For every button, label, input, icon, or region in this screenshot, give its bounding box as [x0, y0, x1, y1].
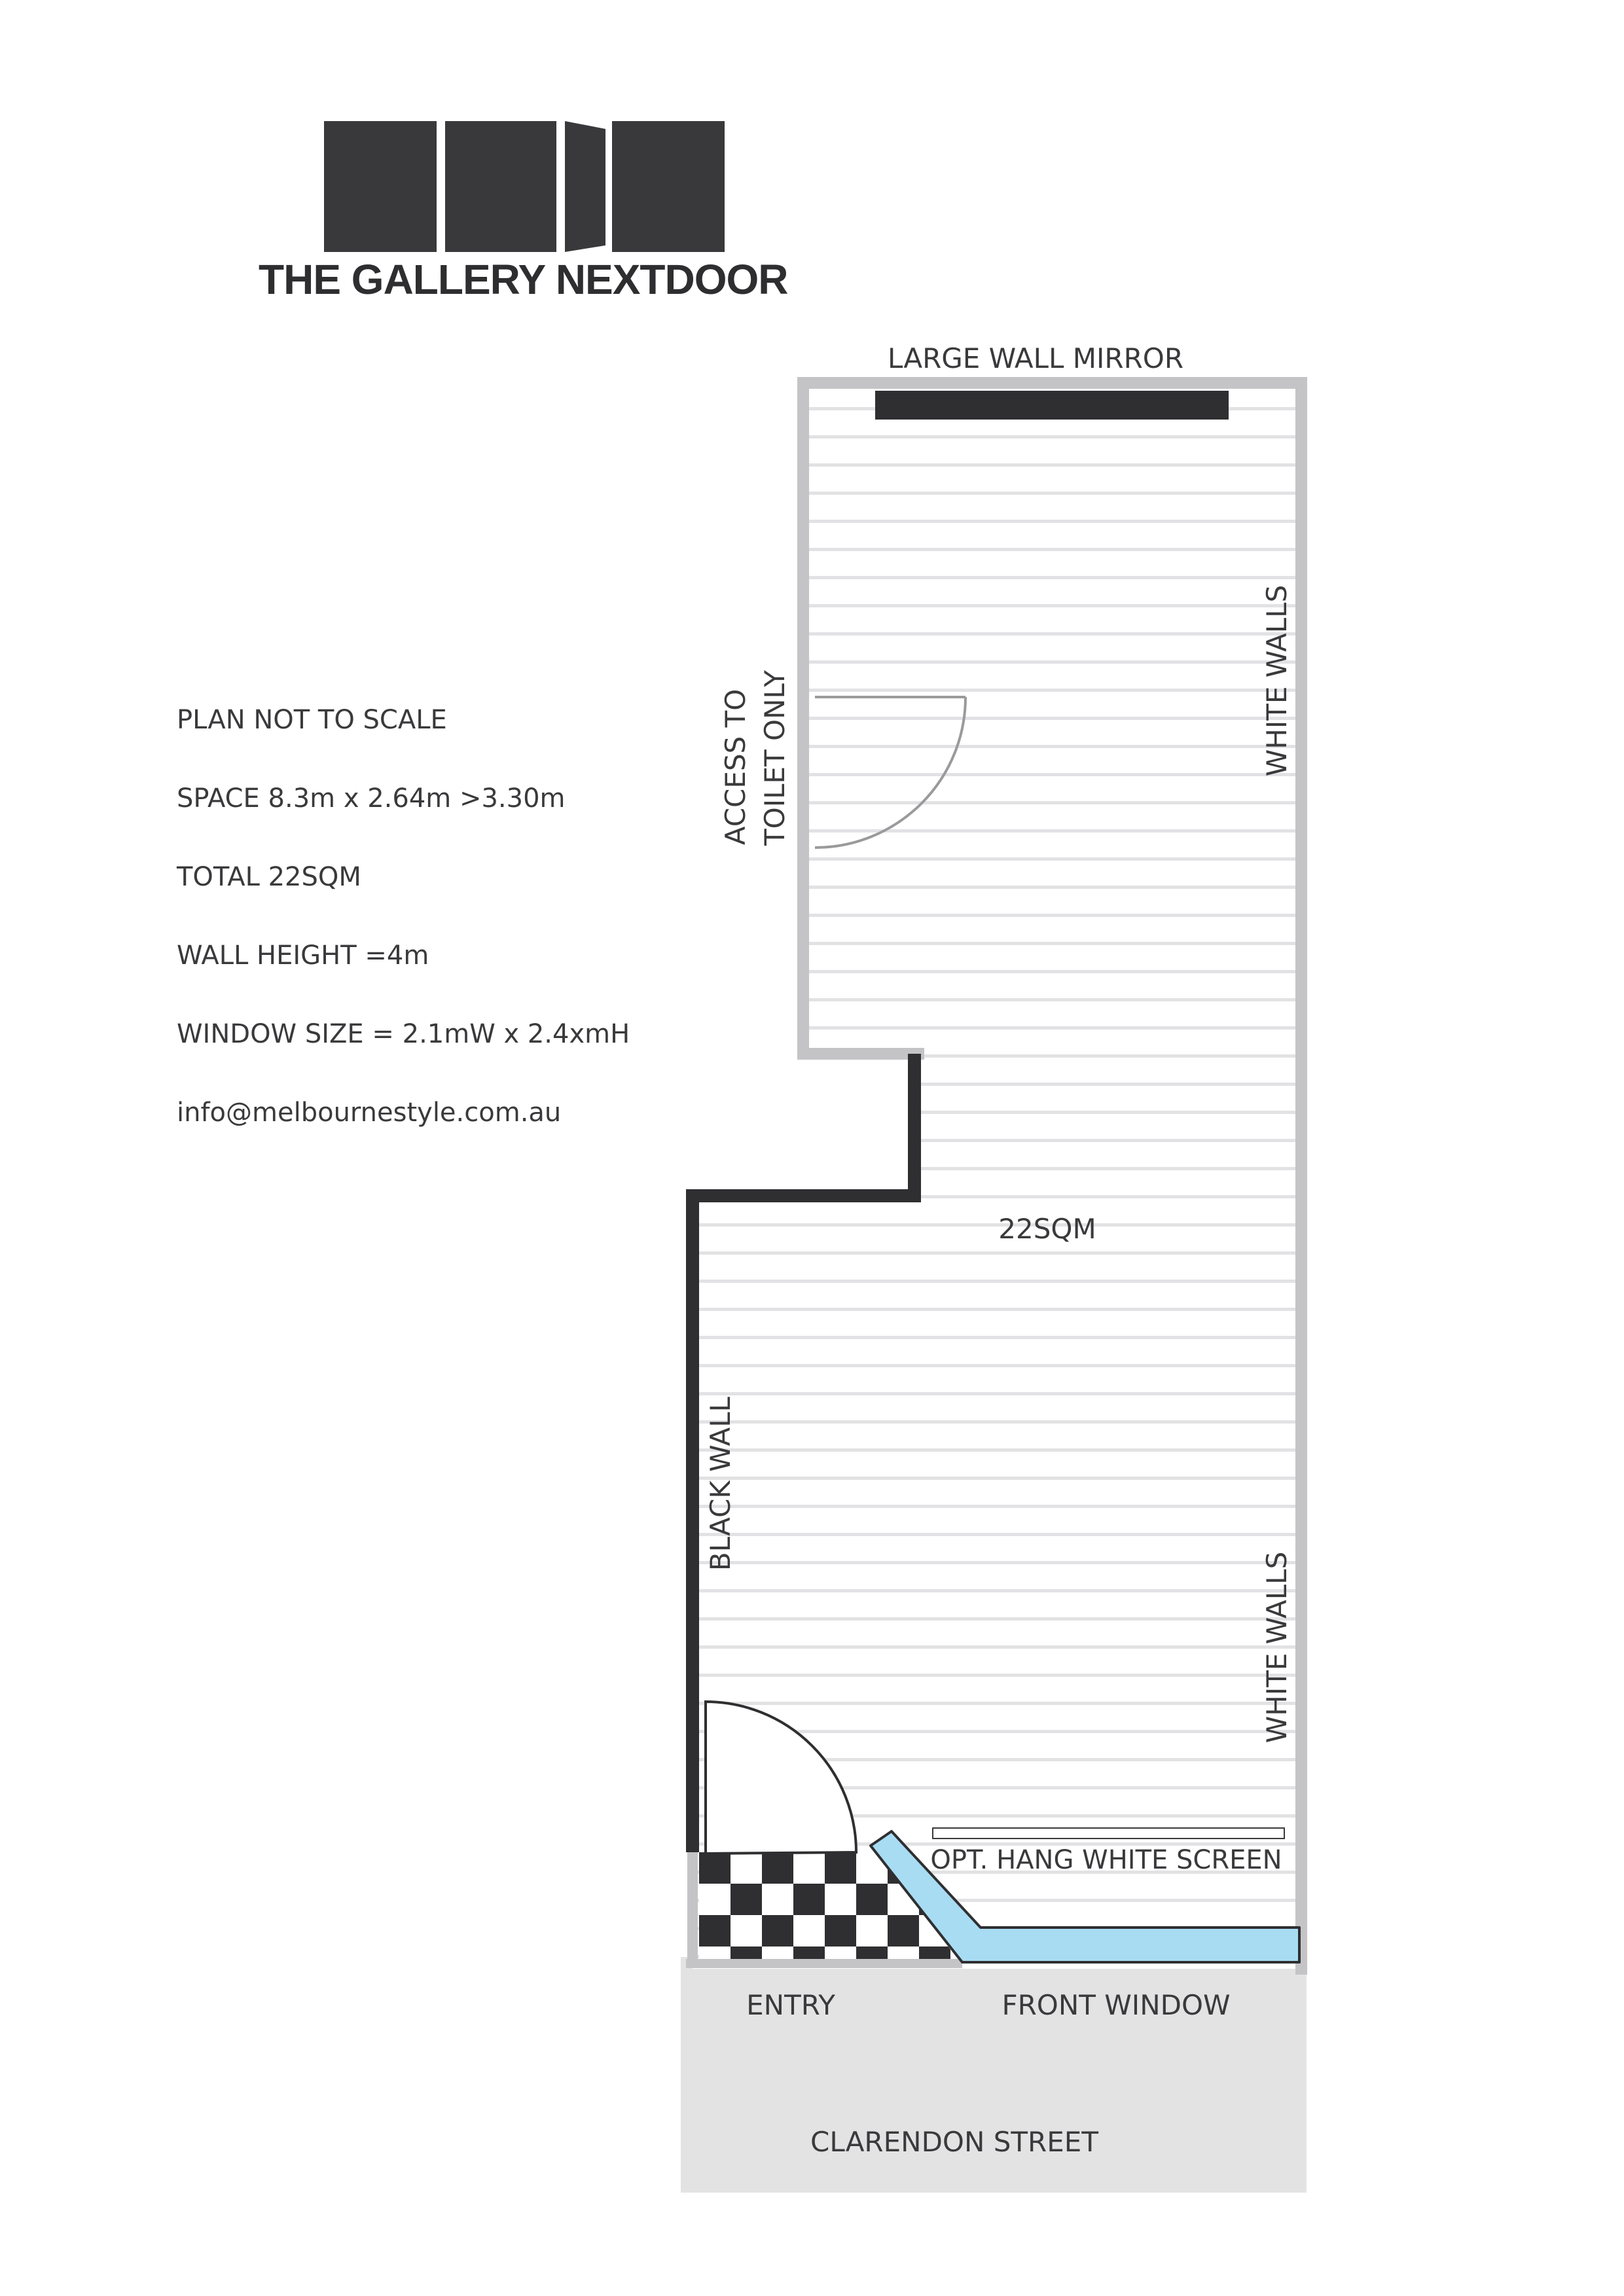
black-wall-label: BLACK WALL	[704, 1396, 736, 1571]
note-total-area: TOTAL 22SQM	[177, 862, 361, 892]
note-window-size: WINDOW SIZE = 2.1mW x 2.4xmH	[177, 1019, 630, 1049]
area-label: 22SQM	[998, 1213, 1096, 1245]
front-window-label: FRONT WINDOW	[1001, 1989, 1231, 2021]
note-scale: PLAN NOT TO SCALE	[177, 705, 447, 735]
toilet-access-label-line1: ACCESS TO	[719, 689, 751, 846]
street-label: CLARENDON STREET	[810, 2126, 1098, 2158]
hanging-screen	[933, 1828, 1284, 1839]
note-contact-email[interactable]: info@melbournestyle.com.au	[177, 1098, 562, 1128]
entry-label: ENTRY	[746, 1989, 835, 2021]
gallery-name: THE GALLERY NEXTDOOR	[259, 256, 788, 303]
wall-mirror	[875, 391, 1229, 420]
toilet-access-label-line2: TOILET ONLY	[759, 670, 791, 846]
note-space-size: SPACE 8.3m x 2.64m >3.30m	[177, 783, 566, 814]
mirror-label: LARGE WALL MIRROR	[887, 342, 1184, 374]
note-wall-height: WALL HEIGHT =4m	[177, 941, 429, 971]
white-walls-upper-label: WHITE WALLS	[1261, 584, 1293, 777]
screen-label: OPT. HANG WHITE SCREEN	[930, 1845, 1282, 1875]
white-walls-lower-label: WHITE WALLS	[1261, 1551, 1293, 1744]
